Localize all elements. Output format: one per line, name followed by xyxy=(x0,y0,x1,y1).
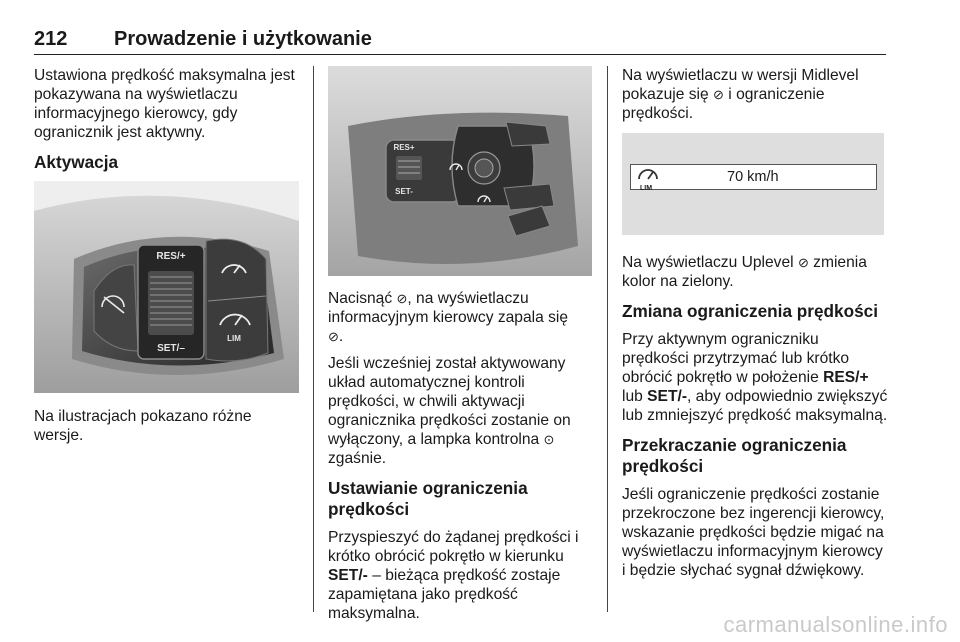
set-label: SET/– xyxy=(157,343,185,354)
speed-limiter-icon: ⊘ xyxy=(396,291,408,306)
page-header xyxy=(34,28,886,55)
text-segment: Przy aktywnym ograniczniku prędkości przytrzymać lub krótko obrócić pokrętło w położenie xyxy=(622,331,850,386)
paragraph-set-speed xyxy=(328,528,592,623)
text-segment: Na wyświetlaczu Uplevel xyxy=(622,254,798,271)
text-segment: Na wyświetlaczu w wersji Midlevel pokazuje się xyxy=(622,67,859,103)
set-control-label: SET/- xyxy=(647,388,688,405)
text-segment: zgaśnie. xyxy=(328,450,387,467)
figure-caption: Na ilustracjach pokazano różne wersje. xyxy=(34,408,252,444)
heading-setting-limit: Ustawianie ograniczenia prędkości xyxy=(328,478,528,519)
midlevel-display-figure xyxy=(622,133,884,235)
watermark: carmanualsonline.info xyxy=(723,612,948,637)
text-segment: , aby odpowiednio zwiększyć lub zmniejszyć prędkość maksymalną. xyxy=(622,388,888,424)
res-control-label: RES/+ xyxy=(823,369,869,386)
res-label: RES/+ xyxy=(156,251,186,262)
running-title: Prowadzenie i użytkowanie xyxy=(114,28,372,50)
paragraph-uplevel-display xyxy=(622,253,888,291)
column-middle xyxy=(328,66,592,631)
column-divider xyxy=(313,66,314,612)
text-segment: , na wyświetlaczu informacyjnym kierowcy zapala się xyxy=(328,290,569,326)
intro-paragraph: Ustawiona prędkość maksymalna jest pokazywana na wyświetlaczu informacyjnego kierowcy, gdy ogranicznik jest aktywny. xyxy=(34,67,295,141)
text-segment: Jeśli wcześniej został aktywowany układ automatycznej kontroli prędkości, w chwili aktywacji ogranicznika prędkości zostanie on wyłączony, a lampka kontrolna xyxy=(328,355,571,448)
speed-limiter-icon: ⊘ xyxy=(328,329,339,344)
set-label-2: SET- xyxy=(395,187,413,196)
column-left xyxy=(34,66,300,453)
heading-activation: Aktywacja xyxy=(34,152,119,172)
text-segment: Przyspieszyć do żądanej prędkości i krótko obrócić pokrętło w kierunku xyxy=(328,529,579,565)
heading-exceeding-limit: Przekraczanie ograniczenia prędkości xyxy=(622,435,847,476)
page-number: 212 xyxy=(34,28,68,50)
paragraph-change-limit xyxy=(622,330,888,425)
column-right xyxy=(622,66,888,588)
column-divider xyxy=(607,66,608,612)
text-segment: i ograniczenie prędkości. xyxy=(622,86,825,122)
speed-limiter-icon: ⊘ xyxy=(713,87,724,102)
paragraph-cruise-disabled xyxy=(328,354,592,468)
text-segment: . xyxy=(338,328,344,345)
heading-change-limit: Zmiana ograniczenia prędkości xyxy=(622,301,878,321)
res-label-2: RES+ xyxy=(393,143,415,152)
steering-wheel-controls-figure xyxy=(34,181,299,393)
display-panel xyxy=(630,164,877,190)
lim-label: LIM xyxy=(227,334,241,343)
speed-value: 70 km/h xyxy=(727,169,779,185)
speed-limiter-icon: ⊘ xyxy=(797,255,809,270)
paragraph-exceeding-limit: Jeśli ograniczenie prędkości zostanie przekroczone bez ingerencji kierowcy, wskazanie prędkości będzie migać na wyświetlaczu informacyjnym kierowcy i będzie słychać sygnał dźwiękowy. xyxy=(622,486,885,579)
cruise-control-icon: ⊙ xyxy=(543,432,555,447)
text-segment: Nacisnąć xyxy=(328,290,397,307)
paragraph-press-button xyxy=(328,289,592,346)
paragraph-midlevel-display xyxy=(622,66,888,123)
text-segment: zmienia kolor na zielony. xyxy=(622,254,867,290)
lim-indicator: LIM xyxy=(640,185,653,192)
text-segment: – bieżąca prędkość zostaje zapamiętana jako prędkość maksymalna. xyxy=(328,567,561,622)
steering-wheel-controls-illustration-2 xyxy=(328,66,592,276)
set-control-label: SET/- xyxy=(328,567,368,584)
text-segment: lub xyxy=(622,388,648,405)
steering-wheel-controls-illustration xyxy=(34,181,299,393)
steering-wheel-controls-figure-2 xyxy=(328,66,592,276)
